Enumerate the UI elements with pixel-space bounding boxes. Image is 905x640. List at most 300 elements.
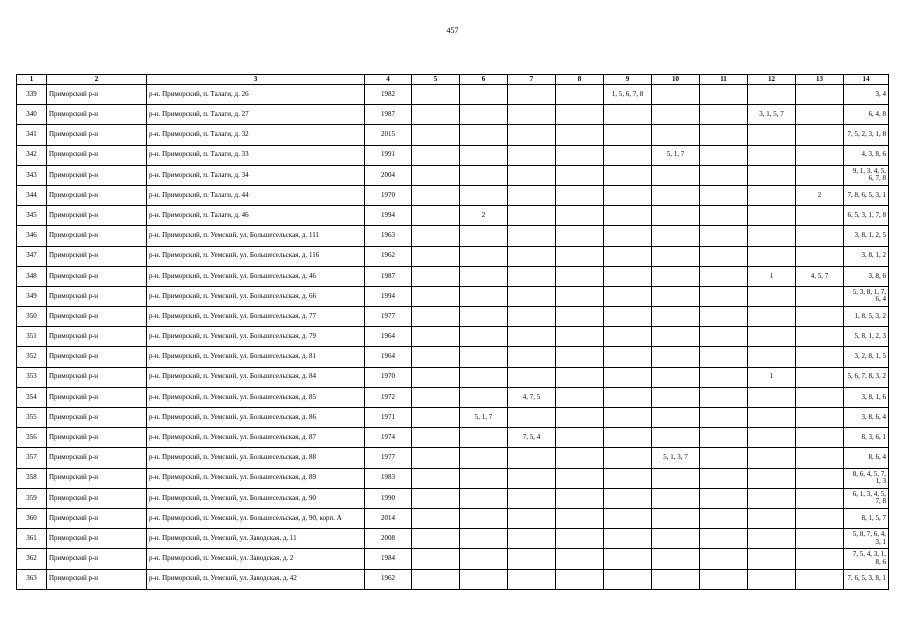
table-cell-col-1: 345 xyxy=(17,206,47,226)
table-cell-col-14: 3, 8, 6, 4 xyxy=(844,408,889,428)
table-cell-col-8 xyxy=(556,448,604,468)
table-cell-col-8 xyxy=(556,226,604,246)
column-header-3: 3 xyxy=(147,75,365,85)
table-row xyxy=(17,327,889,347)
table-cell-col-3: р-н. Приморский, п. Уемский, ул. Заводская, д. 2 xyxy=(147,549,365,569)
table-cell-col-1: 346 xyxy=(17,226,47,246)
table-cell-col-8 xyxy=(556,165,604,185)
table-cell-col-13 xyxy=(796,347,844,367)
column-header-6: 6 xyxy=(460,75,508,85)
table-row xyxy=(17,85,889,105)
table-cell-col-8 xyxy=(556,347,604,367)
table-cell-col-3: р-н. Приморский, п. Уемский, ул. Заводская, д. 11 xyxy=(147,529,365,549)
table-cell-col-5 xyxy=(412,327,460,347)
table-cell-col-5 xyxy=(412,266,460,286)
table-cell-col-8 xyxy=(556,266,604,286)
table-cell-col-1: 341 xyxy=(17,125,47,145)
table-cell-col-7 xyxy=(508,85,556,105)
table-cell-col-5 xyxy=(412,226,460,246)
table-cell-col-11 xyxy=(700,488,748,508)
table-cell-col-10 xyxy=(652,246,700,266)
table-cell-col-5 xyxy=(412,367,460,387)
table-cell-col-11 xyxy=(700,206,748,226)
table-cell-col-3: р-н. Приморский, п. Уемский, ул. Большесельская, д. 66 xyxy=(147,286,365,306)
table-cell-col-10 xyxy=(652,408,700,428)
column-header-5: 5 xyxy=(412,75,460,85)
table-cell-col-4: 1984 xyxy=(365,549,412,569)
table-cell-col-11 xyxy=(700,226,748,246)
table-cell-col-11 xyxy=(700,307,748,327)
column-header-12: 12 xyxy=(748,75,796,85)
table-cell-col-1: 342 xyxy=(17,145,47,165)
table-cell-col-9 xyxy=(604,246,652,266)
table-cell-col-4: 1972 xyxy=(365,387,412,407)
table-cell-col-11 xyxy=(700,185,748,205)
table-row xyxy=(17,165,889,185)
table-cell-col-5 xyxy=(412,246,460,266)
table-cell-col-2: Приморский р-н xyxy=(47,246,147,266)
data-table xyxy=(16,74,889,590)
table-cell-col-3: р-н. Приморский, п. Талаги, д. 46 xyxy=(147,206,365,226)
table-cell-col-9 xyxy=(604,165,652,185)
table-cell-col-4: 1974 xyxy=(365,428,412,448)
table-cell-col-13 xyxy=(796,327,844,347)
table-cell-col-11 xyxy=(700,387,748,407)
table-cell-col-13 xyxy=(796,508,844,528)
table-cell-col-7 xyxy=(508,206,556,226)
table-cell-col-10 xyxy=(652,125,700,145)
table-cell-col-3: р-н. Приморский, п. Уемский, ул. Большесельская, д. 89 xyxy=(147,468,365,488)
table-cell-col-10 xyxy=(652,226,700,246)
table-cell-col-11 xyxy=(700,145,748,165)
table-cell-col-2: Приморский р-н xyxy=(47,347,147,367)
table-cell-col-12: 3, 1, 5, 7 xyxy=(748,105,796,125)
table-cell-col-10 xyxy=(652,85,700,105)
table-cell-col-2: Приморский р-н xyxy=(47,549,147,569)
table-row xyxy=(17,286,889,306)
table-cell-col-6 xyxy=(460,367,508,387)
table-cell-col-2: Приморский р-н xyxy=(47,105,147,125)
table-cell-col-12: 1 xyxy=(748,266,796,286)
table-cell-col-5 xyxy=(412,428,460,448)
table-cell-col-2: Приморский р-н xyxy=(47,488,147,508)
table-cell-col-7 xyxy=(508,367,556,387)
table-cell-col-3: р-н. Приморский, п. Талаги, д. 34 xyxy=(147,165,365,185)
table-cell-col-1: 343 xyxy=(17,165,47,185)
table-cell-col-7 xyxy=(508,185,556,205)
table-cell-col-8 xyxy=(556,327,604,347)
table-cell-col-1: 362 xyxy=(17,549,47,569)
table-cell-col-10 xyxy=(652,428,700,448)
table-cell-col-6 xyxy=(460,549,508,569)
table-row xyxy=(17,508,889,528)
table-cell-col-11 xyxy=(700,468,748,488)
table-cell-col-8 xyxy=(556,125,604,145)
table-cell-col-9 xyxy=(604,145,652,165)
table-cell-col-11 xyxy=(700,448,748,468)
table-cell-col-7 xyxy=(508,569,556,589)
table-row xyxy=(17,246,889,266)
table-cell-col-13 xyxy=(796,286,844,306)
table-cell-col-2: Приморский р-н xyxy=(47,286,147,306)
table-cell-col-5 xyxy=(412,85,460,105)
table-cell-col-4: 1987 xyxy=(365,266,412,286)
table-cell-col-5 xyxy=(412,508,460,528)
table-cell-col-6 xyxy=(460,529,508,549)
table-cell-col-5 xyxy=(412,448,460,468)
table-cell-col-8 xyxy=(556,206,604,226)
table-cell-col-8 xyxy=(556,367,604,387)
table-cell-col-3: р-н. Приморский, п. Уемский, ул. Большесельская, д. 90 xyxy=(147,488,365,508)
table-cell-col-11 xyxy=(700,529,748,549)
column-header-7: 7 xyxy=(508,75,556,85)
table-cell-col-14: 6, 1, 3, 4, 5, 7, 8 xyxy=(844,488,889,508)
table-cell-col-2: Приморский р-н xyxy=(47,327,147,347)
table-cell-col-12 xyxy=(748,165,796,185)
table-cell-col-3: р-н. Приморский, п. Уемский, ул. Заводская, д. 42 xyxy=(147,569,365,589)
table-cell-col-9 xyxy=(604,266,652,286)
table-cell-col-7 xyxy=(508,448,556,468)
table-cell-col-6 xyxy=(460,246,508,266)
table-cell-col-4: 1963 xyxy=(365,226,412,246)
table-cell-col-4: 1962 xyxy=(365,569,412,589)
table-cell-col-4: 1970 xyxy=(365,367,412,387)
table-cell-col-5 xyxy=(412,549,460,569)
table-cell-col-12 xyxy=(748,286,796,306)
table-cell-col-7 xyxy=(508,508,556,528)
table-cell-col-3: р-н. Приморский, п. Уемский, ул. Большесельская, д. 90, корп. А xyxy=(147,508,365,528)
table-cell-col-8 xyxy=(556,387,604,407)
table-cell-col-14: 6, 4, 8 xyxy=(844,105,889,125)
table-cell-col-2: Приморский р-н xyxy=(47,85,147,105)
table-cell-col-3: р-н. Приморский, п. Талаги, д. 44 xyxy=(147,185,365,205)
table-row xyxy=(17,569,889,589)
table-cell-col-10 xyxy=(652,327,700,347)
table-cell-col-13 xyxy=(796,428,844,448)
table-cell-col-12 xyxy=(748,468,796,488)
table-cell-col-12 xyxy=(748,448,796,468)
table-cell-col-12 xyxy=(748,347,796,367)
table-cell-col-3: р-н. Приморский, п. Уемский, ул. Большесельская, д. 88 xyxy=(147,448,365,468)
table-cell-col-3: р-н. Приморский, п. Уемский, ул. Большесельская, д. 84 xyxy=(147,367,365,387)
table-cell-col-14: 3, 8, 1, 2, 5 xyxy=(844,226,889,246)
table-row xyxy=(17,408,889,428)
table-cell-col-12 xyxy=(748,529,796,549)
table-cell-col-4: 1994 xyxy=(365,286,412,306)
table-row xyxy=(17,529,889,549)
table-cell-col-10 xyxy=(652,488,700,508)
table-cell-col-11 xyxy=(700,85,748,105)
table-row xyxy=(17,468,889,488)
table-cell-col-13 xyxy=(796,145,844,165)
table-cell-col-11 xyxy=(700,266,748,286)
table-cell-col-7: 7, 5, 4 xyxy=(508,428,556,448)
table-cell-col-9 xyxy=(604,508,652,528)
table-cell-col-6: 2 xyxy=(460,206,508,226)
table-cell-col-1: 340 xyxy=(17,105,47,125)
table-cell-col-3: р-н. Приморский, п. Талаги, д. 27 xyxy=(147,105,365,125)
table-cell-col-13 xyxy=(796,448,844,468)
table-cell-col-6 xyxy=(460,347,508,367)
table-cell-col-3: р-н. Приморский, п. Уемский, ул. Большесельская, д. 86 xyxy=(147,408,365,428)
table-cell-col-13 xyxy=(796,85,844,105)
table-cell-col-13: 2 xyxy=(796,185,844,205)
table-cell-col-12 xyxy=(748,206,796,226)
table-cell-col-4: 1971 xyxy=(365,408,412,428)
table-cell-col-12 xyxy=(748,387,796,407)
column-header-4: 4 xyxy=(365,75,412,85)
table-cell-col-2: Приморский р-н xyxy=(47,307,147,327)
table-cell-col-6 xyxy=(460,327,508,347)
table-cell-col-14: 3, 8, 6 xyxy=(844,266,889,286)
table-cell-col-10 xyxy=(652,307,700,327)
table-cell-col-7 xyxy=(508,327,556,347)
table-cell-col-12 xyxy=(748,549,796,569)
table-cell-col-4: 2014 xyxy=(365,508,412,528)
table-cell-col-13 xyxy=(796,488,844,508)
table-cell-col-6 xyxy=(460,145,508,165)
column-header-8: 8 xyxy=(556,75,604,85)
table-cell-col-13 xyxy=(796,246,844,266)
table-cell-col-14: 8, 6, 4 xyxy=(844,448,889,468)
table-cell-col-12 xyxy=(748,246,796,266)
table-cell-col-2: Приморский р-н xyxy=(47,206,147,226)
table-cell-col-5 xyxy=(412,468,460,488)
table-cell-col-6 xyxy=(460,488,508,508)
table-cell-col-8 xyxy=(556,508,604,528)
table-cell-col-7 xyxy=(508,246,556,266)
table-cell-col-1: 354 xyxy=(17,387,47,407)
table-cell-col-9 xyxy=(604,549,652,569)
table-row xyxy=(17,125,889,145)
table-cell-col-8 xyxy=(556,246,604,266)
table-cell-col-6 xyxy=(460,165,508,185)
table-cell-col-13 xyxy=(796,165,844,185)
table-cell-col-3: р-н. Приморский, п. Уемский, ул. Большесельская, д. 46 xyxy=(147,266,365,286)
table-cell-col-1: 339 xyxy=(17,85,47,105)
table-cell-col-6 xyxy=(460,266,508,286)
table-cell-col-11 xyxy=(700,408,748,428)
table-cell-col-3: р-н. Приморский, п. Уемский, ул. Большесельская, д. 116 xyxy=(147,246,365,266)
table-cell-col-2: Приморский р-н xyxy=(47,185,147,205)
table-cell-col-14: 3, 2, 8, 1, 5 xyxy=(844,347,889,367)
table-cell-col-5 xyxy=(412,145,460,165)
table-cell-col-11 xyxy=(700,569,748,589)
table-cell-col-1: 351 xyxy=(17,327,47,347)
table-cell-col-4: 1983 xyxy=(365,468,412,488)
table-cell-col-6 xyxy=(460,569,508,589)
table-cell-col-3: р-н. Приморский, п. Уемский, ул. Большесельская, д. 79 xyxy=(147,327,365,347)
table-cell-col-5 xyxy=(412,387,460,407)
table-row xyxy=(17,347,889,367)
table-row xyxy=(17,488,889,508)
table-cell-col-12 xyxy=(748,428,796,448)
table-cell-col-5 xyxy=(412,165,460,185)
table-cell-col-14: 3, 8, 1, 2 xyxy=(844,246,889,266)
table-cell-col-4: 1964 xyxy=(365,347,412,367)
table-cell-col-5 xyxy=(412,488,460,508)
table-cell-col-3: р-н. Приморский, п. Уемский, ул. Большесельская, д. 87 xyxy=(147,428,365,448)
table-cell-col-9 xyxy=(604,347,652,367)
table-cell-col-7 xyxy=(508,266,556,286)
table-cell-col-7 xyxy=(508,468,556,488)
table-cell-col-11 xyxy=(700,347,748,367)
table-cell-col-13 xyxy=(796,408,844,428)
table-row xyxy=(17,185,889,205)
table-cell-col-7 xyxy=(508,488,556,508)
table-cell-col-10 xyxy=(652,387,700,407)
table-cell-col-14: 7, 5, 4, 3, 1, 8, 6 xyxy=(844,549,889,569)
table-cell-col-12 xyxy=(748,85,796,105)
table-row xyxy=(17,307,889,327)
table-cell-col-10 xyxy=(652,468,700,488)
table-cell-col-5 xyxy=(412,125,460,145)
table-cell-col-4: 1987 xyxy=(365,105,412,125)
table-cell-col-10 xyxy=(652,105,700,125)
table-row xyxy=(17,226,889,246)
table-cell-col-8 xyxy=(556,286,604,306)
table-row xyxy=(17,105,889,125)
table-cell-col-9 xyxy=(604,569,652,589)
table-cell-col-6 xyxy=(460,105,508,125)
table-cell-col-10 xyxy=(652,347,700,367)
table-cell-col-10 xyxy=(652,529,700,549)
table-cell-col-13: 4, 5, 7 xyxy=(796,266,844,286)
table-cell-col-2: Приморский р-н xyxy=(47,266,147,286)
table-cell-col-1: 357 xyxy=(17,448,47,468)
table-cell-col-11 xyxy=(700,125,748,145)
table-cell-col-4: 1977 xyxy=(365,307,412,327)
table-row xyxy=(17,367,889,387)
table-cell-col-9 xyxy=(604,428,652,448)
table-cell-col-13 xyxy=(796,307,844,327)
table-cell-col-9 xyxy=(604,408,652,428)
table-cell-col-10 xyxy=(652,286,700,306)
table-cell-col-1: 353 xyxy=(17,367,47,387)
table-cell-col-8 xyxy=(556,105,604,125)
table-cell-col-9 xyxy=(604,468,652,488)
table-cell-col-1: 352 xyxy=(17,347,47,367)
table-cell-col-1: 356 xyxy=(17,428,47,448)
table-cell-col-8 xyxy=(556,185,604,205)
table-body xyxy=(17,85,889,590)
table-cell-col-10: 5, 1, 7 xyxy=(652,145,700,165)
table-cell-col-2: Приморский р-н xyxy=(47,125,147,145)
table-cell-col-12 xyxy=(748,145,796,165)
table-cell-col-7 xyxy=(508,145,556,165)
table-cell-col-13 xyxy=(796,468,844,488)
table-cell-col-1: 355 xyxy=(17,408,47,428)
table-cell-col-8 xyxy=(556,408,604,428)
table-cell-col-9 xyxy=(604,327,652,347)
table-cell-col-7 xyxy=(508,347,556,367)
table-cell-col-4: 1994 xyxy=(365,206,412,226)
table-cell-col-7 xyxy=(508,307,556,327)
table-cell-col-6: 5, 1, 7 xyxy=(460,408,508,428)
table-cell-col-9 xyxy=(604,367,652,387)
table-cell-col-14: 7, 5, 2, 3, 1, 8 xyxy=(844,125,889,145)
table-cell-col-14: 8, 3, 6, 1 xyxy=(844,428,889,448)
table-cell-col-2: Приморский р-н xyxy=(47,428,147,448)
table-cell-col-1: 350 xyxy=(17,307,47,327)
table-cell-col-10 xyxy=(652,569,700,589)
table-cell-col-14: 1, 8, 5, 3, 2 xyxy=(844,307,889,327)
table-cell-col-3: р-н. Приморский, п. Уемский, ул. Большесельская, д. 111 xyxy=(147,226,365,246)
table-cell-col-11 xyxy=(700,327,748,347)
table-header-row xyxy=(17,75,889,85)
column-header-9: 9 xyxy=(604,75,652,85)
table-cell-col-6 xyxy=(460,428,508,448)
column-header-11: 11 xyxy=(700,75,748,85)
table-cell-col-11 xyxy=(700,165,748,185)
table-cell-col-8 xyxy=(556,145,604,165)
table-cell-col-4: 1970 xyxy=(365,185,412,205)
table-cell-col-6 xyxy=(460,226,508,246)
table-cell-col-7 xyxy=(508,125,556,145)
table-cell-col-14: 9, 1, 3, 4, 5, 6, 7, 8 xyxy=(844,165,889,185)
table-cell-col-2: Приморский р-н xyxy=(47,529,147,549)
table-cell-col-2: Приморский р-н xyxy=(47,468,147,488)
table-cell-col-14: 8, 1, 5, 7 xyxy=(844,508,889,528)
table-row xyxy=(17,387,889,407)
table-cell-col-10 xyxy=(652,266,700,286)
table-cell-col-11 xyxy=(700,246,748,266)
table-row xyxy=(17,266,889,286)
table-cell-col-9 xyxy=(604,448,652,468)
table-cell-col-1: 363 xyxy=(17,569,47,589)
table-cell-col-9 xyxy=(604,387,652,407)
table-cell-col-2: Приморский р-н xyxy=(47,569,147,589)
table-cell-col-3: р-н. Приморский, п. Талаги, д. 32 xyxy=(147,125,365,145)
table-cell-col-14: 5, 8, 7, 6, 4, 3, 1 xyxy=(844,529,889,549)
page-number: 457 xyxy=(446,26,459,35)
table-cell-col-11 xyxy=(700,286,748,306)
table-cell-col-5 xyxy=(412,307,460,327)
table-cell-col-14: 5, 8, 1, 2, 3 xyxy=(844,327,889,347)
table-cell-col-9 xyxy=(604,488,652,508)
table-cell-col-2: Приморский р-н xyxy=(47,508,147,528)
table-cell-col-12 xyxy=(748,569,796,589)
table-cell-col-2: Приморский р-н xyxy=(47,367,147,387)
table-cell-col-6 xyxy=(460,185,508,205)
table-cell-col-13 xyxy=(796,569,844,589)
table-cell-col-9 xyxy=(604,529,652,549)
table-cell-col-7 xyxy=(508,529,556,549)
table-cell-col-2: Приморский р-н xyxy=(47,165,147,185)
table-cell-col-1: 360 xyxy=(17,508,47,528)
table-cell-col-5 xyxy=(412,206,460,226)
table-cell-col-9: 1, 5, 6, 7, 8 xyxy=(604,85,652,105)
table-cell-col-1: 348 xyxy=(17,266,47,286)
table-cell-col-13 xyxy=(796,125,844,145)
table-cell-col-14: 6, 5, 3, 1, 7, 8 xyxy=(844,206,889,226)
table-cell-col-10: 5, 1, 3, 7 xyxy=(652,448,700,468)
table-cell-col-13 xyxy=(796,206,844,226)
table-cell-col-6 xyxy=(460,307,508,327)
table-cell-col-12 xyxy=(748,307,796,327)
table-cell-col-5 xyxy=(412,105,460,125)
table-cell-col-11 xyxy=(700,508,748,528)
table-cell-col-8 xyxy=(556,428,604,448)
table-cell-col-5 xyxy=(412,185,460,205)
table-cell-col-1: 361 xyxy=(17,529,47,549)
table-cell-col-13 xyxy=(796,529,844,549)
table-cell-col-4: 1990 xyxy=(365,488,412,508)
table-cell-col-10 xyxy=(652,185,700,205)
table-cell-col-5 xyxy=(412,569,460,589)
table-cell-col-12 xyxy=(748,488,796,508)
table-cell-col-7 xyxy=(508,105,556,125)
